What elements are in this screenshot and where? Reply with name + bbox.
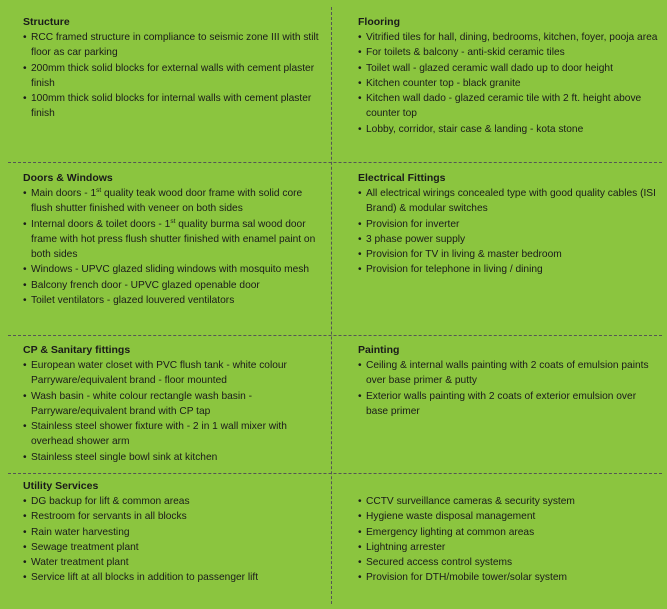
list-item: • Wash basin - white colour rectangle wash basin - Parryware/equivalent brand with CP tap: [23, 389, 323, 420]
list-item: • Kitchen wall dado - glazed ceramic tile with 2 ft. height above counter top: [358, 91, 659, 122]
electrical-list: [358, 186, 659, 278]
section-title: Flooring: [358, 16, 400, 28]
electrical-section: [335, 171, 667, 278]
list-item: • Balcony french door - UPVC glazed openable door: [23, 278, 323, 293]
list-item: • Ceiling & internal walls painting with 2 coats of emulsion paints over base primer & putty: [358, 358, 659, 389]
utility-list-right: [358, 494, 659, 586]
list-item: • Stainless steel shower fixture with - 2 in 1 wall mixer with overhead shower arm: [23, 419, 323, 450]
list-item: • Rain water harvesting: [23, 525, 323, 540]
list-item: • For toilets & balcony - anti-skid ceramic tiles: [358, 45, 659, 60]
list-item: • All electrical wirings concealed type with good quality cables (ISI Brand) & modular switches: [358, 186, 659, 217]
list-item: • Vitrified tiles for hall, dining, bedrooms, kitchen, foyer, pooja area: [358, 30, 659, 45]
utility-list: [23, 494, 323, 586]
section-title: Structure: [23, 16, 70, 28]
doors-list: [23, 186, 323, 308]
list-item: • Stainless steel single bowl sink at kitchen: [23, 450, 323, 465]
list-item: • Provision for DTH/mobile tower/solar system: [358, 570, 659, 585]
list-item: • Emergency lighting at common areas: [358, 525, 659, 540]
flooring-list: [358, 30, 659, 137]
list-item: • Water treatment plant: [23, 555, 323, 570]
row-divider: [8, 162, 662, 163]
list-item: • RCC framed structure in compliance to seismic zone III with stilt floor as car parking: [23, 30, 323, 61]
list-item: • Restroom for servants in all blocks: [23, 509, 323, 524]
doors-windows-section: [0, 171, 331, 308]
painting-section: [335, 343, 667, 419]
list-item: • Lobby, corridor, stair case & landing - kota stone: [358, 122, 659, 137]
list-item: • Exterior walls painting with 2 coats of exterior emulsion over base primer: [358, 389, 659, 420]
list-item: • Main doors - 1st quality teak wood door frame with solid core flush shutter finished with veneer on both sides: [23, 186, 323, 217]
row-divider: [8, 335, 662, 336]
structure-section: [0, 15, 331, 122]
structure-list: [23, 30, 323, 122]
list-item: • Hygiene waste disposal management: [358, 509, 659, 524]
list-item: • Service lift at all blocks in addition to passenger lift: [23, 570, 323, 585]
flooring-section: [335, 15, 667, 137]
sanitary-list: [23, 358, 323, 465]
list-item: • 100mm thick solid blocks for internal walls with cement plaster finish: [23, 91, 323, 122]
list-item: • Kitchen counter top - black granite: [358, 76, 659, 91]
list-item: • Lightning arrester: [358, 540, 659, 555]
list-item: • DG backup for lift & common areas: [23, 494, 323, 509]
list-item: • Toilet ventilators - glazed louvered ventilators: [23, 293, 323, 308]
section-title: Electrical Fittings: [358, 172, 446, 184]
list-item: • 200mm thick solid blocks for external walls with cement plaster finish: [23, 61, 323, 92]
column-divider: [331, 7, 332, 604]
list-item: • Windows - UPVC glazed sliding windows with mosquito mesh: [23, 262, 323, 277]
section-title: Doors & Windows: [23, 172, 113, 184]
list-item: • Provision for inverter: [358, 217, 659, 232]
list-item: • Toilet wall - glazed ceramic wall dado up to door height: [358, 61, 659, 76]
row-divider: [8, 473, 662, 474]
list-item: • Internal doors & toilet doors - 1st quality burma sal wood door frame with hot press flush shutter finished with enamel paint on both sides: [23, 217, 323, 263]
list-item: • Provision for telephone in living / dining: [358, 262, 659, 277]
list-item: • CCTV surveillance cameras & security system: [358, 494, 659, 509]
sanitary-section: [0, 343, 331, 465]
section-title: Painting: [358, 344, 400, 356]
list-item: • Provision for TV in living & master bedroom: [358, 247, 659, 262]
painting-list: [358, 358, 659, 419]
section-title: Utility Services: [23, 480, 99, 492]
list-item: • European water closet with PVC flush tank - white colour Parryware/equivalent brand - floor mounted: [23, 358, 323, 389]
list-item: • Sewage treatment plant: [23, 540, 323, 555]
utility-section: [0, 479, 331, 586]
list-item: • Secured access control systems: [358, 555, 659, 570]
section-title: CP & Sanitary fittings: [23, 344, 131, 356]
list-item: • 3 phase power supply: [358, 232, 659, 247]
utility-services-continued: [335, 494, 667, 586]
